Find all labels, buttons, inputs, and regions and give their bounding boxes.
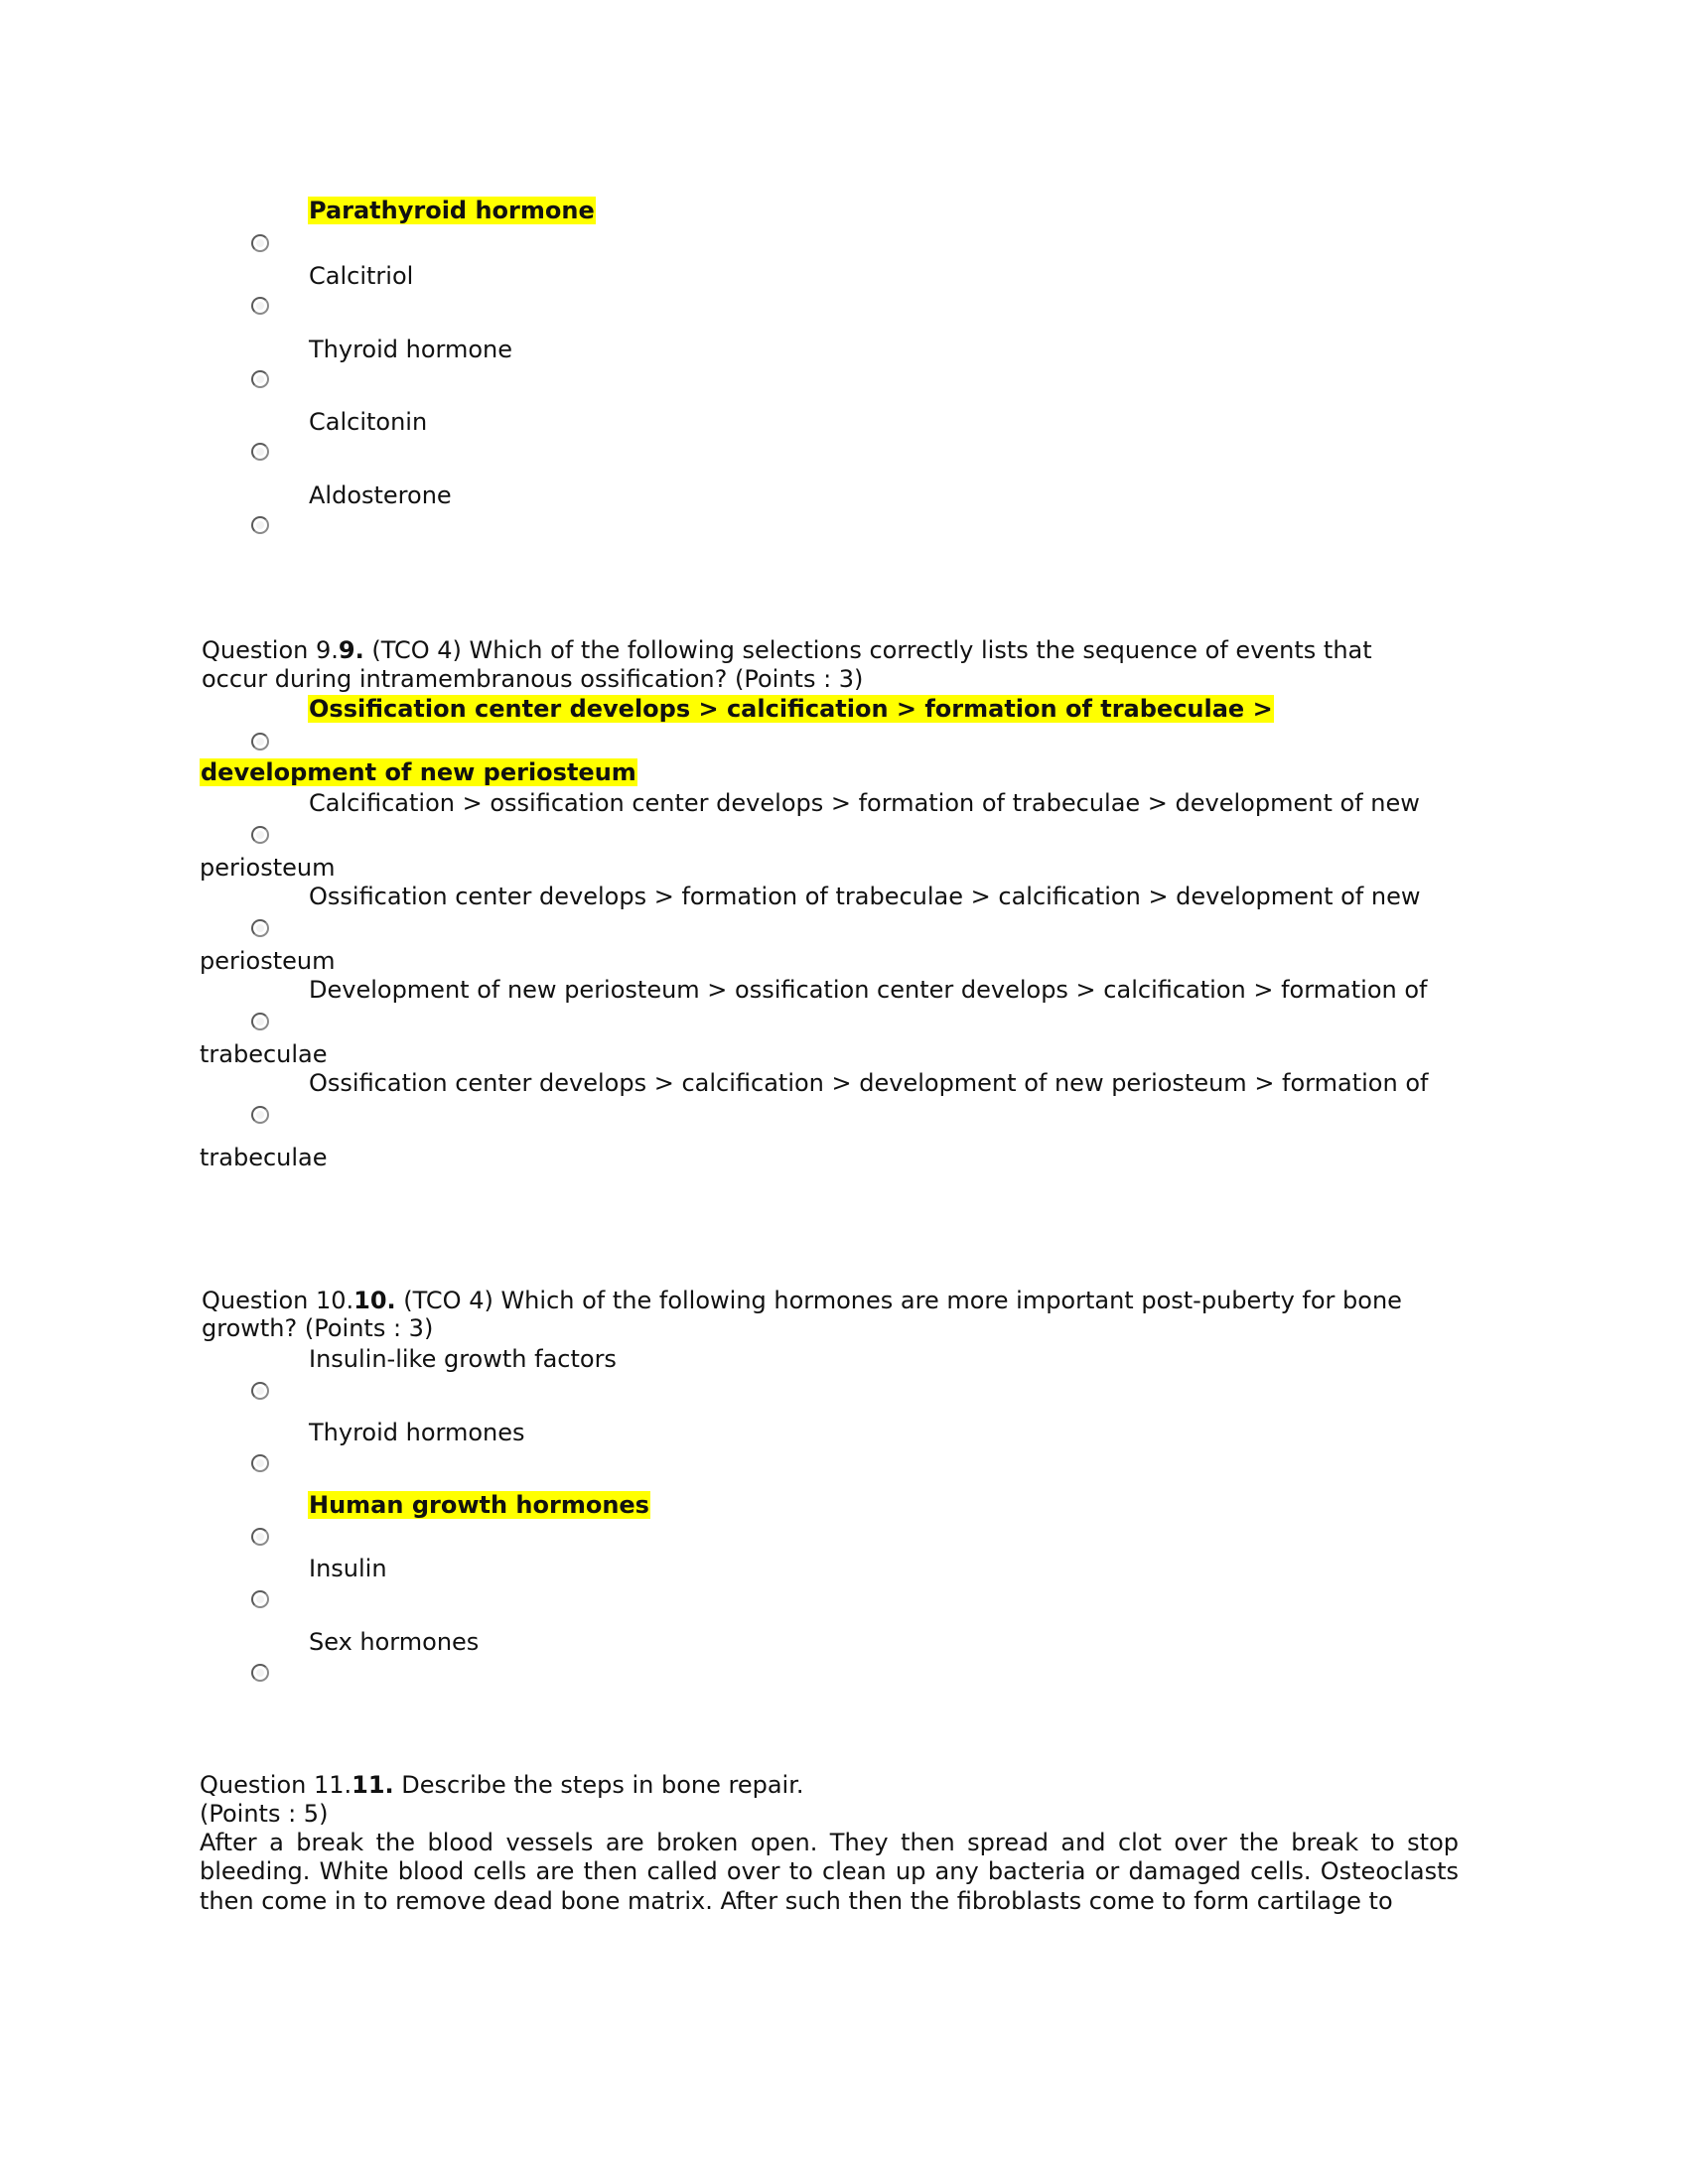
q9-option-5-radio[interactable] xyxy=(251,1106,269,1124)
q10-option-5-radio[interactable] xyxy=(251,1664,269,1682)
q11-answer-line-2: bleeding. White blood cells are then called over to clean up any bacteria or damaged cells. Osteoclasts xyxy=(200,1857,1459,1885)
q11-header xyxy=(200,1771,804,1799)
q8-option-1-radio[interactable] xyxy=(251,234,269,252)
q10-option-2-radio[interactable] xyxy=(251,1454,269,1472)
q11-answer-line-1: After a break the blood vessels are broken open. They then spread and clot over the break to stop xyxy=(200,1829,1459,1856)
q9-option-3-line2: periosteum xyxy=(200,947,336,975)
q9-option-5-line2: trabeculae xyxy=(200,1144,328,1171)
q11-text: Describe the steps in bone repair. xyxy=(401,1771,804,1799)
q9-text-line2: occur during intramembranous ossification? (Points : 3) xyxy=(202,665,864,693)
q9-header-line1 xyxy=(202,636,1372,664)
q9-option-4-radio[interactable] xyxy=(251,1013,269,1030)
q9-text-line1: (TCO 4) Which of the following selections correctly lists the sequence of events that xyxy=(371,636,1372,664)
q9-option-4-line2: trabeculae xyxy=(200,1040,328,1068)
q8-option-3-radio[interactable] xyxy=(251,370,269,388)
q8-option-2-radio[interactable] xyxy=(251,297,269,315)
q8-option-1-label: Parathyroid hormone xyxy=(309,197,595,224)
q10-option-1-radio[interactable] xyxy=(251,1382,269,1400)
q11-label: Question 11. xyxy=(200,1771,352,1799)
q8-option-2-label: Calcitriol xyxy=(309,262,414,290)
q9-option-2-radio[interactable] xyxy=(251,826,269,844)
q10-option-1-label: Insulin-like growth factors xyxy=(309,1345,617,1373)
q10-header-line1 xyxy=(202,1287,1402,1314)
q10-option-4-label: Insulin xyxy=(309,1555,387,1582)
q9-option-1-radio[interactable] xyxy=(251,733,269,751)
q10-option-5-label: Sex hormones xyxy=(309,1628,480,1656)
q11-number: 11. xyxy=(352,1771,394,1799)
q11-points: (Points : 5) xyxy=(200,1800,329,1828)
q9-label: Question 9. xyxy=(202,636,339,664)
q10-option-3-label: Human growth hormones xyxy=(309,1491,649,1519)
q9-option-3-radio[interactable] xyxy=(251,919,269,937)
q10-text-line1: (TCO 4) Which of the following hormones are more important post-puberty for bone xyxy=(403,1287,1402,1314)
q8-option-3-label: Thyroid hormone xyxy=(309,336,513,363)
q9-option-5-line1: Ossification center develops > calcification > development of new periosteum > formation of xyxy=(309,1069,1429,1097)
q10-option-3-radio[interactable] xyxy=(251,1528,269,1546)
q9-option-2-line1: Calcification > ossification center develops > formation of trabeculae > development of new xyxy=(309,789,1420,817)
q10-text-line2: growth? (Points : 3) xyxy=(202,1314,434,1342)
q10-number: 10. xyxy=(353,1287,396,1314)
q10-option-2-label: Thyroid hormones xyxy=(309,1419,525,1446)
q8-option-5-radio[interactable] xyxy=(251,516,269,534)
q8-option-5-label: Aldosterone xyxy=(309,481,452,509)
q9-option-4-line1: Development of new periosteum > ossification center develops > calcification > formation of xyxy=(309,976,1428,1004)
q10-option-4-radio[interactable] xyxy=(251,1590,269,1608)
q9-option-2-line2: periosteum xyxy=(200,854,336,882)
q9-option-1-line2: development of new periosteum xyxy=(201,758,636,786)
q8-option-4-radio[interactable] xyxy=(251,443,269,461)
q8-option-4-label: Calcitonin xyxy=(309,408,428,436)
q11-answer-line-3: then come in to remove dead bone matrix. After such then the fibroblasts come to form cartilage to xyxy=(200,1887,1393,1915)
q9-option-1-line1: Ossification center develops > calcification > formation of trabeculae > xyxy=(309,695,1273,723)
q10-label: Question 10. xyxy=(202,1287,354,1314)
q9-option-3-line1: Ossification center develops > formation of trabeculae > calcification > development of new xyxy=(309,883,1421,910)
q9-number: 9. xyxy=(338,636,364,664)
